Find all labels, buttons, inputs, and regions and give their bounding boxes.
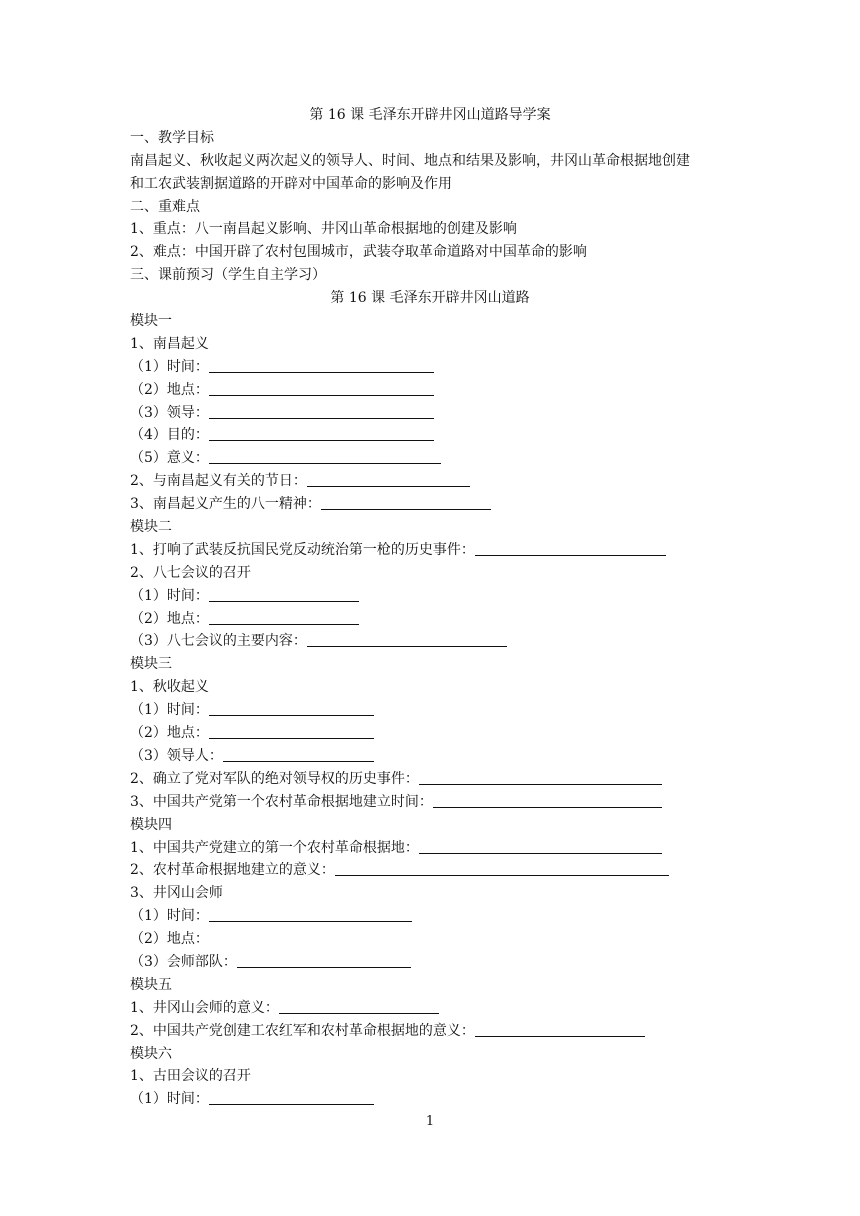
answer-blank[interactable]: [223, 748, 374, 762]
line-text: （4）目的：: [130, 427, 209, 444]
line-text: （3）八七会议的主要内容：: [130, 633, 307, 650]
text-line: [130, 562, 730, 585]
text-line: [130, 310, 730, 333]
heading-line: [130, 287, 730, 310]
text-line: [130, 173, 730, 196]
answer-blank[interactable]: [209, 382, 434, 396]
text-line: [130, 837, 730, 860]
text-line: [130, 745, 730, 768]
text-line: [130, 1088, 730, 1111]
text-line: [130, 264, 730, 287]
line-text: 1、古田会议的召开: [130, 1068, 251, 1085]
line-text: 二、重难点: [130, 198, 200, 215]
line-text: 2、确立了党对军队的绝对领导权的历史事件：: [130, 770, 419, 787]
answer-blank[interactable]: [237, 954, 411, 968]
text-line: [130, 791, 730, 814]
line-text: 模块四: [130, 816, 172, 833]
line-text: 模块六: [130, 1045, 172, 1062]
answer-blank[interactable]: [321, 496, 491, 510]
line-text: 1、重点：八一南昌起义影响、井冈山革命根据地的创建及影响: [130, 221, 517, 238]
worksheet-page: [130, 104, 730, 1111]
answer-blank[interactable]: [475, 542, 666, 556]
line-text: 3、南昌起义产生的八一精神：: [130, 496, 321, 513]
line-text: 第 16 课 毛泽东开辟井冈山道路: [330, 290, 530, 307]
text-line: [130, 882, 730, 905]
text-line: [130, 585, 730, 608]
line-text: （1）时间：: [130, 1091, 209, 1108]
text-line: [130, 516, 730, 539]
line-text: 1、南昌起义: [130, 335, 209, 352]
line-text: 2、与南昌起义有关的节日：: [130, 473, 307, 490]
text-line: [130, 356, 730, 379]
answer-blank[interactable]: [209, 725, 374, 739]
answer-blank[interactable]: [209, 588, 359, 602]
text-line: [130, 905, 730, 928]
line-text: （2）地点：: [130, 931, 209, 948]
line-text: 1、中国共产党建立的第一个农村革命根据地：: [130, 839, 419, 856]
answer-blank[interactable]: [433, 794, 662, 808]
text-line: [130, 539, 730, 562]
line-text: 3、中国共产党第一个农村革命根据地建立时间：: [130, 793, 433, 810]
line-text: 模块一: [130, 313, 172, 330]
text-line: [130, 630, 730, 653]
answer-blank[interactable]: [209, 450, 441, 464]
line-text: （5）意义：: [130, 450, 209, 467]
line-text: （1）时间：: [130, 908, 209, 925]
text-line: [130, 951, 730, 974]
line-text: 2、难点：中国开辟了农村包围城市，武装夺取革命道路对中国革命的影响: [130, 244, 587, 261]
text-line: [130, 608, 730, 631]
line-text: （1）时间：: [130, 358, 209, 375]
text-line: [130, 447, 730, 470]
line-text: 三、课前预习（学生自主学习）: [130, 267, 326, 284]
answer-blank[interactable]: [307, 473, 470, 487]
text-line: [130, 424, 730, 447]
text-line: [130, 814, 730, 837]
line-text: （3）会师部队：: [130, 953, 237, 970]
text-line: [130, 470, 730, 493]
text-line: [130, 127, 730, 150]
line-text: 模块三: [130, 656, 172, 673]
text-line: [130, 1020, 730, 1043]
line-text: （3）领导人：: [130, 747, 223, 764]
line-text: （1）时间：: [130, 702, 209, 719]
text-line: [130, 402, 730, 425]
line-text: 1、井冈山会师的意义：: [130, 999, 279, 1016]
line-text: 一、教学目标: [130, 129, 214, 146]
line-text: 2、农村革命根据地建立的意义：: [130, 862, 335, 879]
answer-blank[interactable]: [209, 405, 434, 419]
line-text: （2）地点：: [130, 610, 209, 627]
answer-blank[interactable]: [209, 1091, 374, 1105]
answer-blank[interactable]: [419, 840, 662, 854]
answer-blank[interactable]: [335, 862, 669, 876]
answer-blank[interactable]: [279, 1000, 439, 1014]
text-line: [130, 150, 730, 173]
text-line: [130, 676, 730, 699]
text-line: [130, 196, 730, 219]
line-text: 第 16 课 毛泽东开辟井冈山道路导学案: [309, 107, 551, 123]
line-text: 2、中国共产党创建工农红军和农村革命根据地的意义：: [130, 1022, 475, 1039]
page-number: 1: [425, 1114, 435, 1129]
text-line: [130, 768, 730, 791]
answer-blank[interactable]: [307, 633, 507, 647]
line-text: 模块五: [130, 976, 172, 993]
answer-blank[interactable]: [209, 359, 434, 373]
answer-blank[interactable]: [475, 1023, 645, 1037]
line-text: （2）地点：: [130, 381, 209, 398]
line-text: 2、八七会议的召开: [130, 564, 251, 581]
line-text: 3、井冈山会师: [130, 885, 223, 902]
text-line: [130, 1065, 730, 1088]
heading-line: [130, 104, 730, 127]
line-text: （3）领导：: [130, 404, 209, 421]
answer-blank[interactable]: [209, 611, 359, 625]
line-text: （2）地点：: [130, 725, 209, 742]
text-line: [130, 928, 730, 951]
text-line: [130, 241, 730, 264]
line-text: 1、打响了武装反抗国民党反动统治第一枪的历史事件：: [130, 541, 475, 558]
answer-blank[interactable]: [209, 427, 434, 441]
answer-blank[interactable]: [419, 771, 662, 785]
text-line: [130, 333, 730, 356]
text-line: [130, 997, 730, 1020]
answer-blank[interactable]: [209, 702, 374, 716]
text-line: [130, 699, 730, 722]
text-line: [130, 218, 730, 241]
text-line: [130, 493, 730, 516]
line-text: 南昌起义、秋收起义两次起义的领导人、时间、地点和结果及影响，井冈山革命根据地创建: [130, 152, 690, 169]
line-text: （1）时间：: [130, 587, 209, 604]
text-line: [130, 653, 730, 676]
line-text: 1、秋收起义: [130, 679, 209, 696]
text-line: [130, 1043, 730, 1066]
answer-blank[interactable]: [209, 908, 412, 922]
text-line: [130, 379, 730, 402]
text-line: [130, 859, 730, 882]
line-text: 模块二: [130, 519, 172, 536]
line-text: 和工农武装割据道路的开辟对中国革命的影响及作用: [130, 175, 452, 192]
text-line: [130, 722, 730, 745]
text-line: [130, 974, 730, 997]
